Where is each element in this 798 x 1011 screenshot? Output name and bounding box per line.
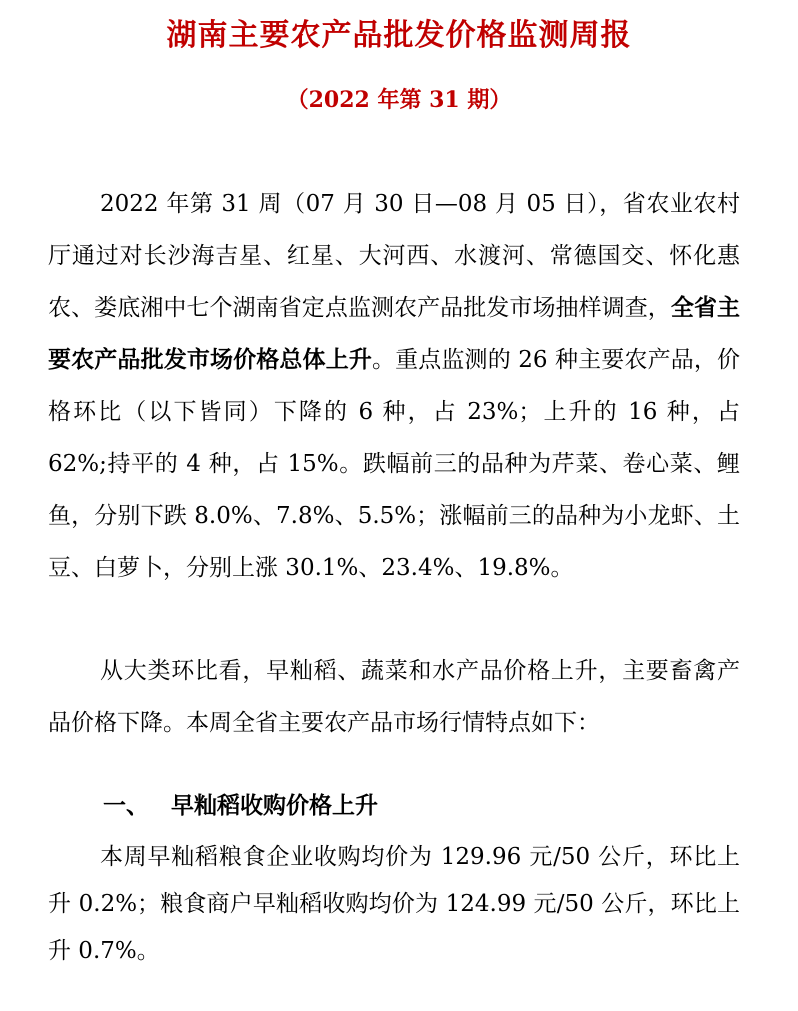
category-summary-paragraph: 从大类环比看，早籼稻、蔬菜和水产品价格上升，主要畜禽产品价格下降。本周全省主要农产品市场行情特点如下： [48,658,740,736]
report-title: 湖南主要农产品批发价格监测周报 [166,18,632,53]
intro-paragraph [48,178,740,594]
report-issue: （2022 年第 31 期） [286,87,512,113]
section-number: 一、 [103,793,149,819]
intro-highlight: 全省主要农产品批发市场价格总体上升 [48,294,741,373]
section-body-paragraph: 本周早籼稻粮食企业收购均价为 129.96 元/50 公斤，环比上升 0.2%；粮食商户早籼稻收购均价为 124.99 元/50 公斤，环比上升 0.7%。 [48,844,740,964]
intro-text-part1: 2022 年第 31 周（07 月 30 日—08 月 05 日），省农业农村厅通过对长沙海吉星、红星、大河西、水渡河、常德国交、怀化惠农、娄底湘中七个湖南省定点监测农产品批发市场抽样调查， [48,191,740,321]
intro-text-part2: 。重点监测的 26 种主要农产品，价格环比（以下皆同）下降的 6 种，占 23%；上升的 16 种，占 62%;持平的 4 种，占 15%。跌幅前三的品种为芹菜、卷心菜、鲤鱼，分别下跌 8.0%、7.8%、5.5%；涨幅前三的品种为小龙虾、土豆、白萝卜，分别上涨 30.1%、23.4%、19.8%。 [48,347,740,581]
section-title: 早籼稻收购价格上升 [171,793,378,819]
section-heading [103,788,378,824]
